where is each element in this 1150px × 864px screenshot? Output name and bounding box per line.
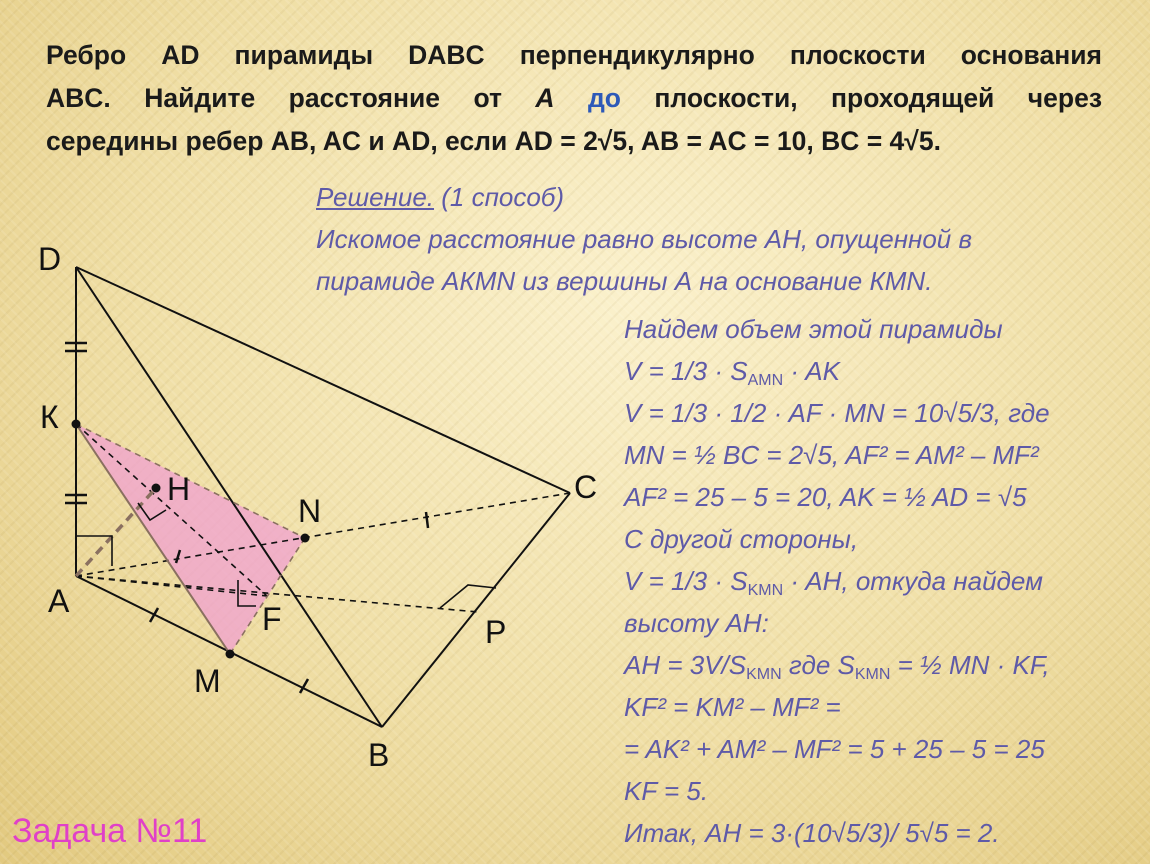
- label-m: M: [194, 663, 221, 699]
- solution-step-13: Итак, АН = 3·(10√5/3)/ 5√5 = 2.: [624, 818, 1000, 848]
- solution-step-11: = AK² + AM² – MF² = 5 + 25 – 5 = 25: [624, 734, 1045, 764]
- solution-step-1: Найдем объем этой пирамиды: [624, 314, 1003, 344]
- solution-step-8: высоту АН:: [624, 608, 769, 638]
- point-m: [226, 650, 235, 659]
- problem-line-1: Ребро AD пирамиды DABC перпендикулярно плоскости основания: [46, 40, 1102, 70]
- edge-bc: [382, 493, 570, 727]
- solution-step-10: KF² = KM² – MF² =: [624, 692, 841, 722]
- label-h: H: [167, 471, 191, 507]
- solution-text-2: пирамиде АКМN из вершины А на основание КМN.: [316, 266, 933, 296]
- point-n: [301, 534, 310, 543]
- solution-step-2: $V = 1/3 \cdot S_{AMN}$ · AK: [624, 356, 840, 389]
- solution-step-6: С другой стороны,: [624, 524, 859, 554]
- solution-step-9: АН = $3V/S_{KMN}$ где $S_{KMN}$ = ½ MN · KF,: [624, 650, 1050, 683]
- problem-line-3: середины ребер AB, AC и AD, если AD = 2√5, AB = AC = 10, BC = 4√5.: [46, 126, 941, 156]
- solution-step-5: AF² = 25 – 5 = 20, AK = ½ AD = √5: [624, 482, 1027, 512]
- point-k: [72, 420, 81, 429]
- solution-step-3: V = 1/3 · 1/2 · AF · MN = 10√5/3, где: [624, 398, 1050, 428]
- task-number: Задача №11: [12, 812, 208, 850]
- solution-step-12: KF = 5.: [624, 776, 709, 806]
- label-a: A: [48, 583, 70, 619]
- label-b: B: [368, 737, 390, 773]
- solution-text-1: Искомое расстояние равно высоте АН, опущенной в: [316, 224, 973, 254]
- tick-nc: [426, 512, 428, 528]
- label-f: F: [262, 601, 282, 637]
- label-n: N: [298, 493, 322, 529]
- solution-step-4: MN = ½ BC = 2√5, AF² = AM² – MF²: [624, 440, 1039, 470]
- label-d: D: [38, 241, 62, 277]
- solution-step-7: $V = 1/3 \cdot S_{KMN}$ · AH, откуда найдем: [624, 566, 1043, 599]
- problem-line-2: ABC. Найдите расстояние от A до плоскости, проходящей через: [46, 83, 1103, 113]
- solution-method: (1 способ): [434, 182, 565, 212]
- point-h: [152, 484, 161, 493]
- label-k: К: [40, 399, 59, 435]
- label-p: P: [485, 614, 507, 650]
- label-c: C: [574, 469, 598, 505]
- solution-heading: Решение.: [316, 182, 435, 212]
